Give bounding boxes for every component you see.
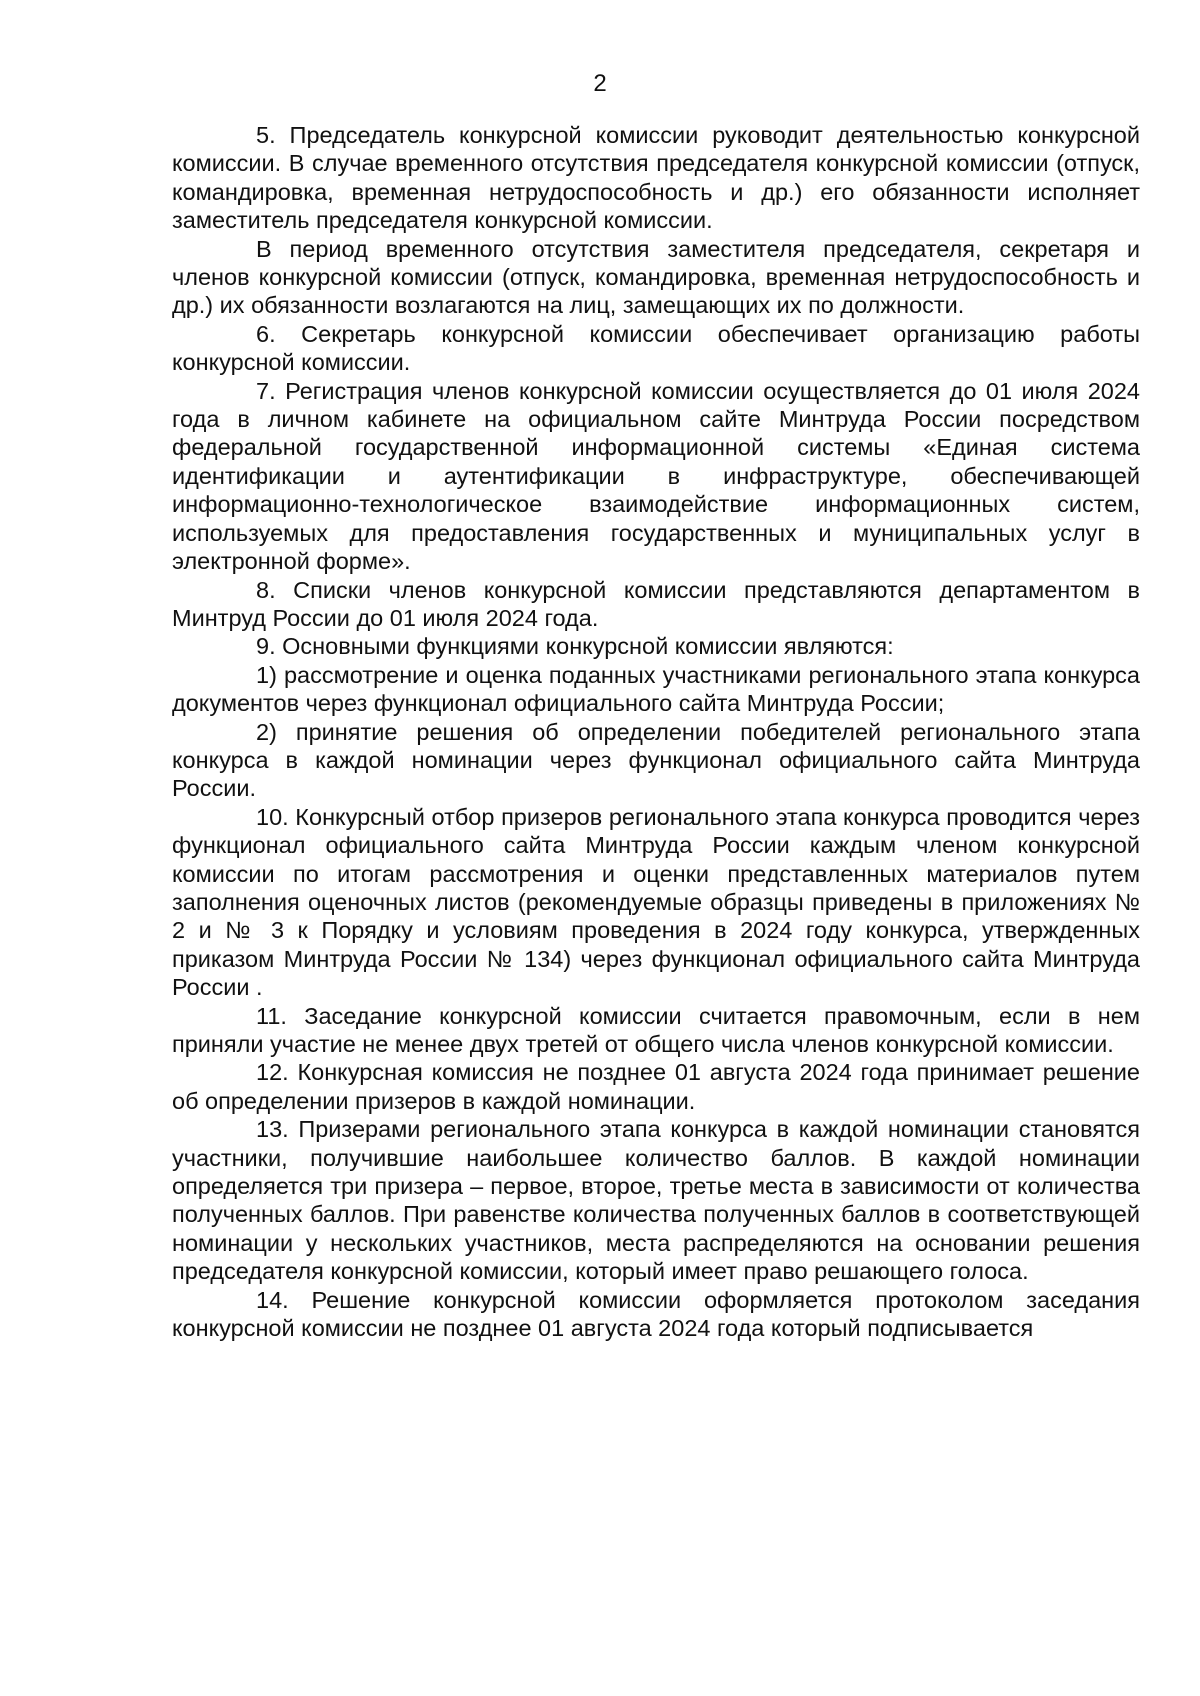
paragraph-6: 6. Секретарь конкурсной комиссии обеспечивает организацию работы конкурсной комиссии. xyxy=(172,320,1140,376)
paragraph-9-item-1: 1) рассмотрение и оценка поданных участниками регионального этапа конкурса документов через функционал официального сайта Минтруда России; xyxy=(172,661,1140,717)
document-body xyxy=(172,121,1140,1342)
paragraph-11: 11. Заседание конкурсной комиссии считается правомочным, если в нем приняли участие не менее двух третей от общего числа членов конкурсной комиссии. xyxy=(172,1002,1140,1057)
paragraph-5: 5. Председатель конкурсной комиссии руководит деятельностью конкурсной комиссии. В случае временного отсутствия председателя конкурсной комиссии (отпуск, командировка, временная нетрудоспособность и др.) его обязанности исполняет заместитель председателя конкурсной комиссии. xyxy=(172,122,1140,234)
paragraph-12: 12. Конкурсная комиссия не позднее 01 августа 2024 года принимает решение об определении призеров в каждой номинации. xyxy=(172,1059,1140,1114)
paragraph-9-item-2: 2) принятие решения об определении победителей регионального этапа конкурса в каждой номинации через функционал официального сайта Минтруда России. xyxy=(172,718,1140,802)
page-number: 2 xyxy=(593,70,607,97)
paragraph-13: 13. Призерами регионального этапа конкурса в каждой номинации становятся участники, получившие наибольшее количество баллов. В каждой номинации определяется три призера – первое, второе, третье места в зависимости от количества полученных баллов. При равенстве количества полученных баллов в соответствующей номинации у нескольких участников, места распределяются на основании решения председателя конкурсной комиссии, который имеет право решающего голоса. xyxy=(172,1116,1140,1285)
paragraph-7: 7. Регистрация членов конкурсной комиссии осуществляется до 01 июля 2024 года в личном кабинете на официальном сайте Минтруда России посредством федеральной государственной информационной системы «Единая система идентификации и аутентификации в инфраструктуре, обеспечивающей информационно-технологическое взаимодействие информационных систем, используемых для предоставления государственных и муниципальных услуг в электронной форме». xyxy=(172,377,1140,575)
paragraph-10: 10. Конкурсный отбор призеров регионального этапа конкурса проводится через функционал официального сайта Минтруда России каждым членом конкурсной комиссии по итогам рассмотрения и оценки представленных материалов путем заполнения оценочных листов (рекомендуемые образцы приведены в приложениях № 2 и № 3 к Порядку и условиям проведения в 2024 году конкурса, утвержденных приказом Минтруда России № 134) через функционал официального сайта Минтруда России . xyxy=(172,803,1140,1001)
paragraph-9: 9. Основными функциями конкурсной комиссии являются: xyxy=(256,633,894,660)
paragraph-5-substitution: В период временного отсутствия заместителя председателя, секретаря и членов конкурсной комиссии (отпуск, командировка, временная нетрудоспособность и др.) их обязанности возлагаются на лиц, замещающих их по должности. xyxy=(172,235,1140,319)
paragraph-8: 8. Списки членов конкурсной комиссии представляются департаментом в Минтруд России до 01 июля 2024 года. xyxy=(172,576,1140,631)
paragraph-14: 14. Решение конкурсной комиссии оформляется протоколом заседания конкурсной комиссии не позднее 01 августа 2024 года который подписывается xyxy=(172,1286,1140,1342)
